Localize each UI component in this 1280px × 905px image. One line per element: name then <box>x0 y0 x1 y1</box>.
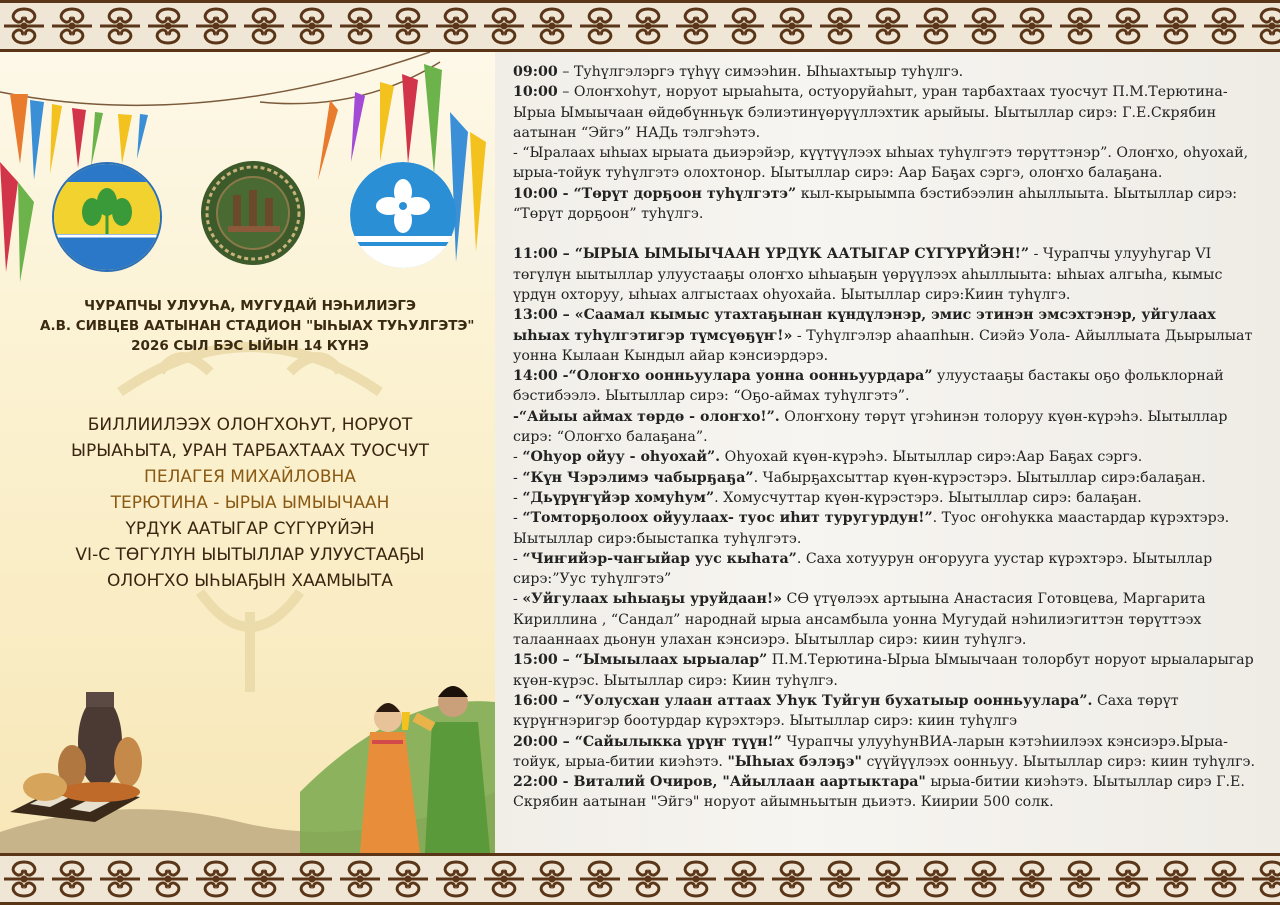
schedule-desc: кыл-кырыымпа бэстибээлин аһыллыыта. Ыытыллар сирэ: “Төрүт дорҕоон” туһүлгэ. <box>513 185 1238 223</box>
schedule-item <box>513 143 1268 184</box>
schedule-title: “Томторҕолоох ойуулаах- туос иһит туругурдун!” <box>522 510 933 527</box>
title-line: ОЛОҤХО ЫҺЫАҔЫН ХААМЫЫТА <box>107 571 393 591</box>
stadium-emblem-icon <box>200 160 306 266</box>
top-ornament-border <box>0 0 1280 52</box>
title-line-highlight: ПЕЛАГЕЯ МИХАЙЛОВНА <box>144 467 356 487</box>
event-header <box>40 296 475 356</box>
schedule-item <box>513 305 1268 366</box>
schedule-item <box>513 732 1268 773</box>
schedule-item <box>513 82 1268 143</box>
schedule-desc: - Туһүлгэлэр аһаапһын. Сиэйэ Уола- Айыллыата Дьырылыат уонна Кылаан Кындыл айар кэнсиэрдэрэ. <box>513 327 1253 364</box>
title-line: VI-С ТӨГҮЛҮН ЫЫТЫЛЛАР УЛУУСТААҔЫ <box>75 545 425 565</box>
schedule-title: 16:00 – “Уолусхан улаан аттаах Уһук Туйгун бухатыыр оонньуулара”. <box>513 692 1093 709</box>
schedule-title: “Күн Чэрэлимэ чабырҕаҕа” <box>522 469 754 486</box>
schedule-bullet: - <box>513 510 523 527</box>
schedule-desc: - “Ыралаах ыһыах ырыата дьиэрэйэр, күүтүүлээх ыһыах туһүлгэтэ төрүттэнэр”. Олоҥхо, оһуохай, ырыа-тойук туһүлгэтэ олохтонор. Ыытыллар сирэ: Аар Баҕах сэргэ, олоҥхо балаҕана. <box>513 145 1249 182</box>
schedule-item <box>513 447 1268 467</box>
schedule-title: 22:00 - Виталий Очиров, "Айыллаан аартыктара" <box>513 774 926 791</box>
schedule-title: -“Айыы аймах төрдө - олоҥхо!”. <box>513 408 780 425</box>
schedule-desc: ырыа-битии киэһэтэ. Ыытыллар сирэ Г.Е. Скрябин аатынан "Эйгэ" норуот айымньытын дьиэтэ. Киирии 500 солк. <box>513 774 1245 811</box>
schedule-item <box>513 772 1268 813</box>
schedule-desc: – Олоҥхоһут, норуот ырыаһыта, остуоруйаһыт, уран тарбахтаах туосчут П.М.Терютина-Ырыа Ымыычаан өйдөбүнньүк бэлиэтинүөрүүллэхтик арыйыы. Ыытыллар сирэ: Г.Е.Скрябин аатынан “Эйгэ” НАДь тэлгэһэтэ. <box>513 84 1228 141</box>
schedule-title: 14:00 -“Олоҥхо оонньуулара уонна оонньуурдара” <box>513 368 933 385</box>
schedule-item <box>513 508 1268 549</box>
schedule-bullet: - <box>513 449 523 466</box>
schedule-bullet: - <box>513 469 523 486</box>
schedule-bullet: - <box>513 591 523 608</box>
schedule-desc: СӨ үтүөлээх артыына Анастасия Готовцева, Маргарита Кириллина , “Сандал” народнай ырыа ансамбыла уонна Мугудай нэһилиэгиттэн төрүттээх талааннаах дьонун улахан кэнсиэрэ. Ыытыллар сирэ: киин туһүлгэ. <box>513 591 1206 649</box>
schedule-item <box>513 691 1268 732</box>
schedule-item <box>513 650 1268 691</box>
bottom-ornament-border <box>0 853 1280 905</box>
ornament-pattern-icon <box>0 3 1280 49</box>
schedule-item <box>513 184 1268 225</box>
schedule-item <box>513 488 1268 508</box>
schedule-item <box>513 366 1268 407</box>
schedule-desc: сүүйүүлээх оонньуу. Ыытыллар сирэ: киин туһүлгэ. <box>861 753 1255 770</box>
schedule-title: 20:00 – “Сайылыкка үрүҥ түүн!” <box>513 733 782 750</box>
left-poster-panel <box>0 52 495 853</box>
schedule-title: "Ыһыах бэлэҕэ" <box>727 753 862 770</box>
schedule-title: 13:00 – «Саамал кымыс утахтаҕынан күндүлэнэр, эмис этинэн эмсэхтэнэр, уйгулаах ыһыах туһүлгэтигэр түмсүөҕүҥ!» <box>513 307 1216 344</box>
schedule-list <box>513 62 1268 813</box>
churapcha-emblem-icon <box>52 162 162 272</box>
schedule-bullet: - <box>513 550 523 567</box>
schedule-bullet: - <box>513 489 523 506</box>
event-location-line: ЧУРАПЧЫ УЛУУҺА, МУГУДАЙ НЭҺИЛИЭГЭ <box>84 298 416 314</box>
schedule-desc: . Чабырҕахсыттар күөн-күрэстэрэ. Ыытыллар сирэ:балаҕан. <box>753 469 1206 486</box>
schedule-desc: . Саха хотуурун оҥоруугa уустар күрэхтэрэ. Ыытыллар сирэ:”Уус туһүлгэтэ” <box>513 550 1213 588</box>
schedule-item <box>513 244 1268 305</box>
schedule-desc: – Туһүлгэлэргэ түһүү симээһин. Ыһыахтыыр туһүлгэ. <box>557 64 964 80</box>
schedule-title: 11:00 – “ЫРЫА ЫМЫЫЧААН ҮРДҮК ААТЫГАР СҮГҮРҮЙЭН!” <box>513 246 1030 263</box>
schedule-title: “Дьүрүҥүйэр хомуһум” <box>522 489 715 506</box>
schedule-item <box>513 62 1268 82</box>
schedule-desc: Саха төрүт күрүҥнэригэр боотурдар күрэхтэрэ. Ыытыллар сирэ: киин туһүлгэ <box>513 692 1179 730</box>
event-date-line: 2026 СЫЛ БЭС ЫЙЫН 14 КҮНЭ <box>131 338 369 354</box>
schedule-item <box>513 468 1268 488</box>
schedule-item <box>513 549 1268 590</box>
schedule-title: 10:00 - “Төрүт дорҕоон туһүлгэтэ” <box>513 185 797 202</box>
schedule-title: 15:00 – “Ымыылаах ырыалар” <box>513 652 768 669</box>
olonkho-flower-icon <box>350 162 456 268</box>
schedule-title: «Уйгулаах ыһыаҕы уруйдаан!» <box>522 591 782 608</box>
schedule-desc: Чурапчы улууһунВИА-ларын кэтэһиилээх кэнсиэрэ.Ырыа-тойук, ырыа-битии киэһэтэ. <box>513 733 1228 770</box>
ornament-pattern-icon <box>0 856 1280 902</box>
title-line: ҮРДҮК ААТЫГАР СҮГҮРҮЙЭН <box>125 519 375 539</box>
event-venue-line: А.В. СИВЦЕВ ААТЫНАН СТАДИОН "ЫҺЫАХ ТУҺУЛГЭТЭ" <box>40 318 475 334</box>
title-line: БИЛЛИИЛЭЭХ ОЛОҤХОҺУТ, НОРУОТ <box>87 415 413 435</box>
schedule-desc: . Хомусчуттар күөн-күрэстэрэ. Ыытыллар сирэ: балаҕан. <box>714 489 1142 506</box>
festival-title <box>30 412 470 594</box>
schedule-item <box>513 589 1268 650</box>
schedule-item <box>513 407 1268 448</box>
schedule-time: 10:00 <box>513 84 558 101</box>
schedule-desc: - Чурапчы улууһугар VI төгүлүн ыытыллар улуустааҕы олоҥхо ыһыаҕын үөрүүлээх аһыллыыта: ыһыах алгыһа, кымыс үрдүн охторуу, ыһыах алгыстаах оһуохайа. Ыытыллар сирэ:Киин туһүлгэ. <box>513 246 1223 303</box>
schedule-desc: Оһуохай күөн-күрэһэ. Ыытыллар сирэ:Аар Баҕах сэргэ. <box>720 449 1143 466</box>
schedule-desc: . Туос оҥоһукка маастардар күрэхтэрэ. Ыытыллар сирэ:быыстапка туһүлгэтэ. <box>513 510 1230 547</box>
schedule-title: “Чиҥийэр-чаҥыйар уус кыһата” <box>522 550 797 567</box>
schedule-desc: улуустааҕы бастакы оҕо фольклорнай бэстибээлэ. Ыытыллар сирэ: “Оҕо-аймах туһүлгэтэ”. <box>513 368 1224 405</box>
title-line-highlight: ТЕРЮТИНА - ЫРЫА ЫМЫЫЧААН <box>110 493 390 513</box>
schedule-desc: П.М.Терютина-Ырыа Ымыычаан толорбут норуот ырыаларыгар күөн-күрэс. Ыытыллар сирэ: Киин туһүлгэ. <box>513 652 1254 689</box>
schedule-title: “Оһуор ойуу - оһуохай”. <box>522 449 721 466</box>
title-line: ЫРЫАҺЫТА, УРАН ТАРБАХТААХ ТУОСЧУТ <box>70 441 430 461</box>
schedule-desc: Олоҥхону төрүт үгэһинэн толоруу күөн-күрэһэ. Ыытыллар сирэ: “Олоҥхо балаҕана”. <box>513 408 1228 446</box>
schedule-time: 09:00 <box>513 64 558 80</box>
